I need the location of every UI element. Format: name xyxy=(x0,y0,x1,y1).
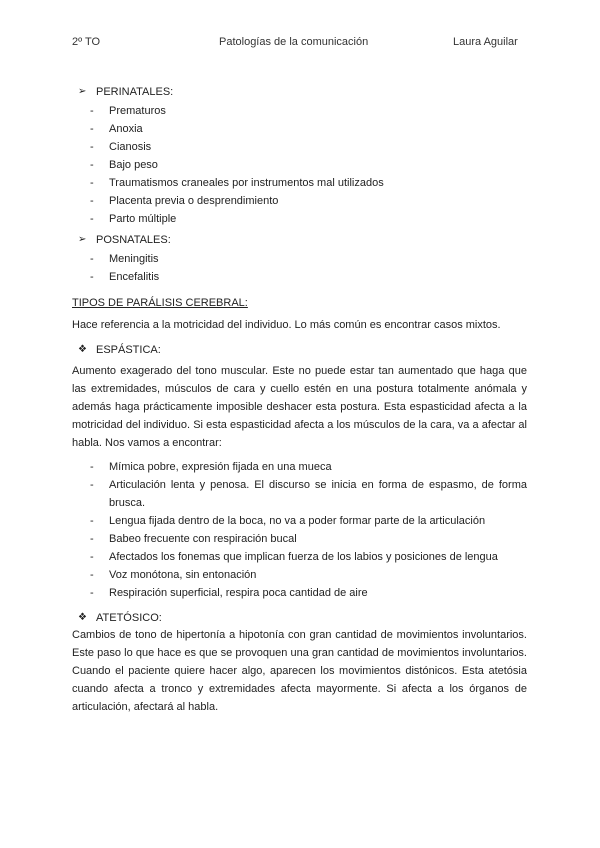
list-item xyxy=(72,138,527,156)
diamond-bullet-icon: ❖ xyxy=(78,344,87,355)
list-item xyxy=(72,120,527,138)
list-item-text: Babeo frecuente con respiración bucal xyxy=(109,533,297,545)
document-body xyxy=(72,84,527,716)
list-item xyxy=(72,566,527,584)
dash-bullet: - xyxy=(90,253,94,265)
dash-bullet: - xyxy=(90,479,94,491)
tipos-intro: Hace referencia a la motricidad del individuo. Lo más común es encontrar casos mixtos. xyxy=(72,319,501,331)
dash-bullet: - xyxy=(90,551,94,563)
list-item xyxy=(72,210,527,228)
dash-bullet: - xyxy=(90,141,94,153)
list-item-text: Lengua fijada dentro de la boca, no va a poder formar parte de la articulación xyxy=(109,515,486,527)
header-author: Laura Aguilar xyxy=(453,36,518,48)
list-item xyxy=(72,174,527,192)
list-item-text: Parto múltiple xyxy=(109,213,177,225)
list-item-text: Voz monótona, sin entonación xyxy=(109,569,257,581)
list-item xyxy=(72,102,527,120)
dash-bullet: - xyxy=(90,123,94,135)
list-item xyxy=(72,530,527,548)
espastica-list xyxy=(72,458,527,602)
dash-bullet: - xyxy=(90,195,94,207)
list-item-text: Encefalitis xyxy=(109,271,160,283)
section-posnatales-title xyxy=(78,232,527,248)
dash-bullet: - xyxy=(90,569,94,581)
list-item-text: Bajo peso xyxy=(109,159,158,171)
header-subject: Patologías de la comunicación xyxy=(219,36,369,48)
posnatales-list xyxy=(72,250,527,286)
section-perinatales-title xyxy=(78,84,527,100)
perinatales-list xyxy=(72,102,527,228)
list-item xyxy=(72,512,527,530)
list-item xyxy=(72,192,527,210)
section-espastica-title xyxy=(78,342,527,358)
page-header xyxy=(0,36,600,50)
list-item-text: Prematuros xyxy=(109,105,166,117)
list-item-text: Mímica pobre, expresión fijada en una mueca xyxy=(109,461,332,473)
list-item xyxy=(72,584,527,602)
dash-bullet: - xyxy=(90,105,94,117)
header-course: 2º TO xyxy=(72,36,101,48)
list-item-text: Anoxia xyxy=(109,123,143,135)
espastica-paragraph: Aumento exagerado del tono muscular. Este no puede estar tan aumentado que haga que las extremidades, músculos de cara y cuello estén en una postura totalmente anómala y además haga prácticamente imposible deshacer esta postura. Esta espasticidad afecta a la motricidad del individuo. Si esta espasticidad afecta a los músculos de la cara, va a afectar al habla. Nos vamos a encontrar: xyxy=(72,365,527,449)
dash-bullet: - xyxy=(90,159,94,171)
list-item-text: Meningitis xyxy=(109,253,159,265)
dash-bullet: - xyxy=(90,515,94,527)
list-item-text: Traumatismos craneales por instrumentos mal utilizados xyxy=(109,177,384,189)
dash-bullet: - xyxy=(90,213,94,225)
diamond-bullet-icon: ❖ xyxy=(78,612,87,623)
section-title-text: PERINATALES: xyxy=(96,86,174,98)
dash-bullet: - xyxy=(90,177,94,189)
list-item xyxy=(72,156,527,174)
list-item-text: Cianosis xyxy=(109,141,152,153)
list-item-text: Placenta previa o desprendimiento xyxy=(109,195,279,207)
list-item xyxy=(72,548,527,566)
dash-bullet: - xyxy=(90,533,94,545)
section-title-text: ATETÓSICO: xyxy=(96,612,162,624)
section-atetosico-title xyxy=(78,610,527,626)
list-item-text: Respiración superficial, respira poca cantidad de aire xyxy=(109,587,368,599)
section-title-text: ESPÁSTICA: xyxy=(96,344,161,356)
tipos-heading: TIPOS DE PARÁLISIS CEREBRAL: xyxy=(72,297,248,309)
dash-bullet: - xyxy=(90,271,94,283)
list-item xyxy=(72,268,527,286)
arrow-bullet-icon: ➢ xyxy=(78,234,87,245)
arrow-bullet-icon: ➢ xyxy=(78,86,87,97)
list-item xyxy=(72,250,527,268)
list-item-text: Afectados los fonemas que implican fuerza de los labios y posiciones de lengua xyxy=(109,551,498,563)
list-item xyxy=(72,476,527,512)
dash-bullet: - xyxy=(90,461,94,473)
section-title-text: POSNATALES: xyxy=(96,234,171,246)
list-item-text: Articulación lenta y penosa. El discurso se inicia en forma de espasmo, de forma brusca. xyxy=(109,479,527,509)
dash-bullet: - xyxy=(90,587,94,599)
list-item xyxy=(72,458,527,476)
atetosico-paragraph: Cambios de tono de hipertonía a hipotonía con gran cantidad de movimientos involuntarios. Este paso lo que hace es que se provoquen una gran cantidad de movimientos involuntarios. Cuando el paciente quiere hacer algo, aparecen los movimientos distónicos. Esta atetósia cuando afecta a tronco y extremidades afecta mayormente. Si afecta a los órganos de articulación, afectará al habla. xyxy=(72,629,527,713)
